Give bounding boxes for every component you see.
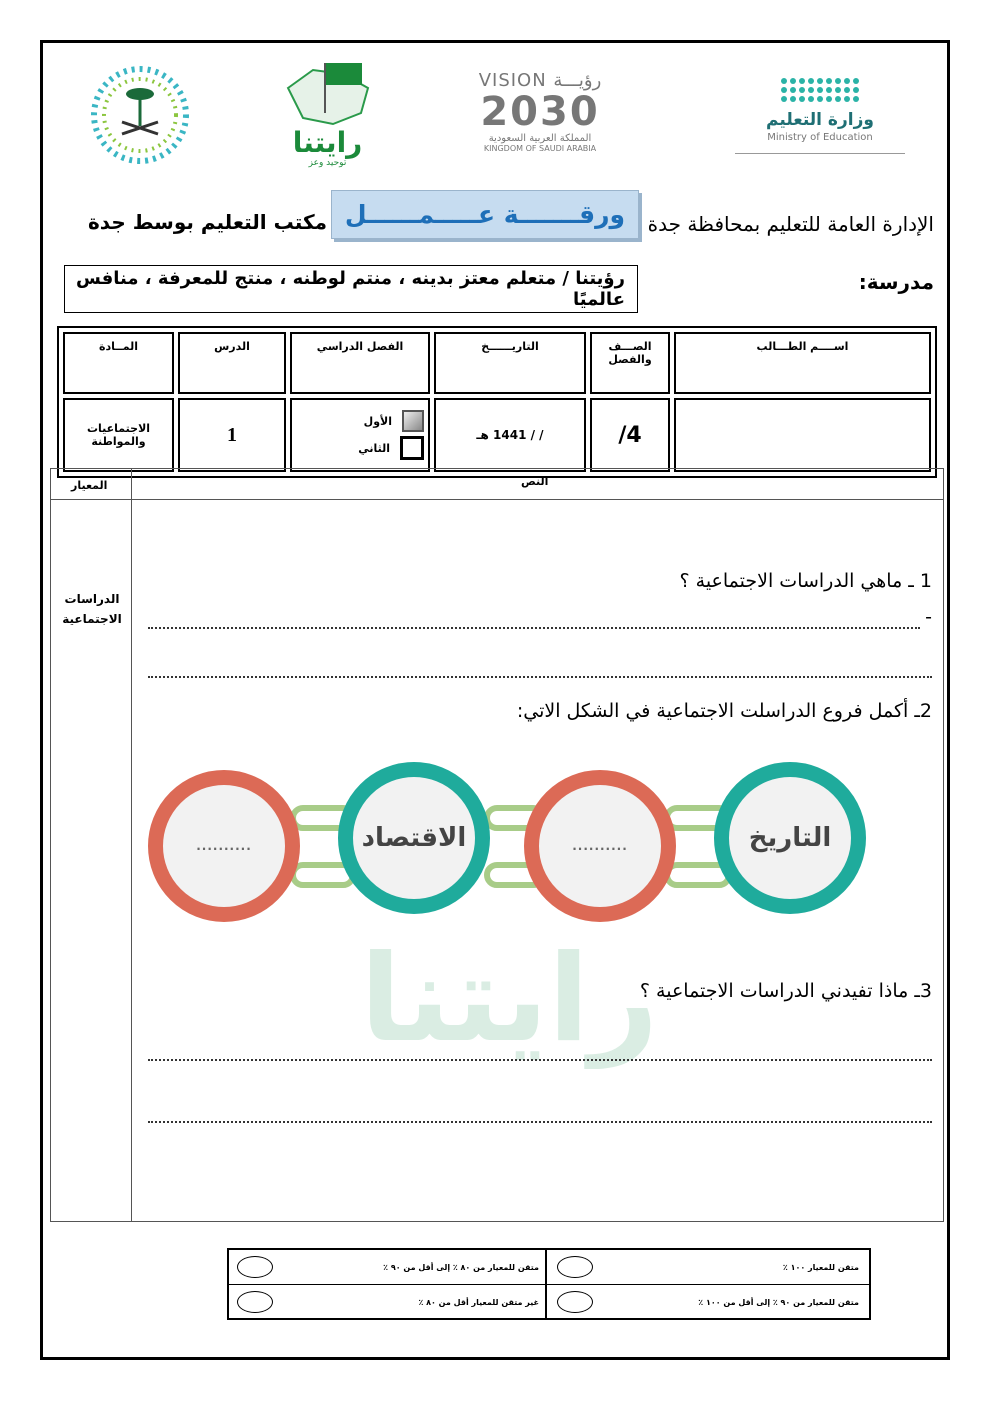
rubric-oval[interactable] <box>237 1256 273 1278</box>
motto-box <box>64 265 638 313</box>
vision-year: 2030 <box>480 89 600 135</box>
rubric-mastery-100: متقن للمعيار ١٠٠ ٪ <box>782 1262 859 1272</box>
admin-title: الإدارة العامة للتعليم بمحافظة جدة <box>647 212 934 236</box>
header-lesson: الدرس <box>178 332 286 394</box>
semester-second-label: الثاني <box>358 441 390 455</box>
header-row-divider <box>51 499 943 500</box>
text-column-header: النص <box>521 475 549 488</box>
answer-line-1[interactable] <box>148 627 920 629</box>
ruyatuna-logo <box>265 55 390 170</box>
branch-ring-4[interactable] <box>148 770 300 922</box>
branch-ring-2[interactable] <box>524 770 676 922</box>
subject-value: الاجتماعيات والمواطنة <box>63 398 174 472</box>
date-field[interactable]: / / 1441 هـ <box>434 398 586 472</box>
divider <box>735 153 905 154</box>
mastery-rubric <box>227 1248 871 1320</box>
rubric-oval[interactable] <box>557 1291 593 1313</box>
ministry-name-en: Ministry of Education <box>767 132 873 143</box>
standard-value: الدراسات الاجتماعية <box>62 592 122 626</box>
ministry-dots-icon <box>781 78 859 102</box>
palm-swords-emblem <box>80 62 200 167</box>
semester-cell <box>290 398 430 472</box>
office-title: مكتب التعليم بوسط جدة <box>88 210 327 234</box>
rubric-cell <box>549 1250 867 1284</box>
lesson-value: 1 <box>178 398 286 472</box>
semester-first-checkbox[interactable] <box>402 410 424 432</box>
rubric-cell <box>229 1285 547 1319</box>
school-label: مدرسة: <box>858 270 934 294</box>
answer-line-3[interactable] <box>148 1059 932 1061</box>
motto-text: رؤيتنا / متعلم معتز بدينه ، منتم لوطنه ، منتج للمعرفة ، منافس عالميًا <box>76 268 625 310</box>
answer-line-2[interactable] <box>148 676 932 678</box>
header-subject: المــادة <box>63 332 174 394</box>
ruyatuna-watermark: رايتنا <box>360 930 659 1069</box>
student-name-field[interactable] <box>674 398 931 472</box>
ruyatuna-title: رايتنا <box>292 125 363 159</box>
emblem-icon <box>84 64 196 166</box>
header-grade: الصـــف والفصل <box>590 332 670 394</box>
rubric-cell <box>229 1250 547 1284</box>
worksheet-title: ورقـــــــة عـــــمــــــل <box>344 200 626 229</box>
question-3: 3ـ ماذا تفيدني الدراسات الاجتماعية ؟ <box>639 980 932 1002</box>
semester-second-checkbox[interactable] <box>400 436 424 460</box>
header-student-name: اســــم الطـــالب <box>674 332 931 394</box>
vision-label: VISION رؤيـــة <box>478 70 602 91</box>
branch-ring-3 <box>338 762 490 914</box>
ruyatuna-subtitle: توحيد وعز <box>308 157 347 168</box>
question-1: 1 ـ ماهي الدراسات الاجتماعية ؟ <box>679 570 932 592</box>
header-semester: الفصل الدراسي <box>290 332 430 394</box>
rubric-mastery-90-100: متقن للمعيار من ٩٠ ٪ إلى أقل من ١٠٠ ٪ <box>698 1297 859 1307</box>
rubric-not-mastered: غير متقن للمعيار أقل من ٨٠ ٪ <box>418 1297 539 1307</box>
branch-blank-2: .......... <box>196 839 252 853</box>
header-date: التاريــــــخ <box>434 332 586 394</box>
answer-line-4[interactable] <box>148 1121 932 1123</box>
rubric-cell <box>549 1285 867 1319</box>
semester-first-label: الأول <box>363 414 392 428</box>
branch-history: التاريخ <box>748 823 832 853</box>
student-info-table <box>57 326 937 478</box>
saudi-map-flag-icon <box>273 58 383 128</box>
worksheet-title-box <box>331 190 639 239</box>
branch-blank-1: .......... <box>572 839 628 853</box>
rubric-oval[interactable] <box>557 1256 593 1278</box>
ministry-logo <box>730 64 910 168</box>
standard-column-header: المعيار <box>71 479 108 492</box>
vision-country-en: KINGDOM OF SAUDI ARABIA <box>483 144 597 153</box>
vision-country-ar: المملكة العربية السعودية <box>488 133 592 144</box>
vision-2030-logo <box>470 64 610 159</box>
rubric-oval[interactable] <box>237 1291 273 1313</box>
branch-economics: الاقتصاد <box>361 823 467 853</box>
answer-1-dash: - <box>925 606 932 628</box>
question-2: 2ـ أكمل فروع الدراسلت الاجتماعية في الشكل الاتي: <box>516 700 932 722</box>
grade-value: 4/ <box>590 398 670 472</box>
ministry-name-ar: وزارة التعليم <box>766 110 874 130</box>
column-divider <box>131 469 132 1221</box>
branch-ring-1 <box>714 762 866 914</box>
rubric-mastery-80-90: متقن للمعيار من ٨٠ ٪ إلى أقل من ٩٠ ٪ <box>383 1262 539 1272</box>
